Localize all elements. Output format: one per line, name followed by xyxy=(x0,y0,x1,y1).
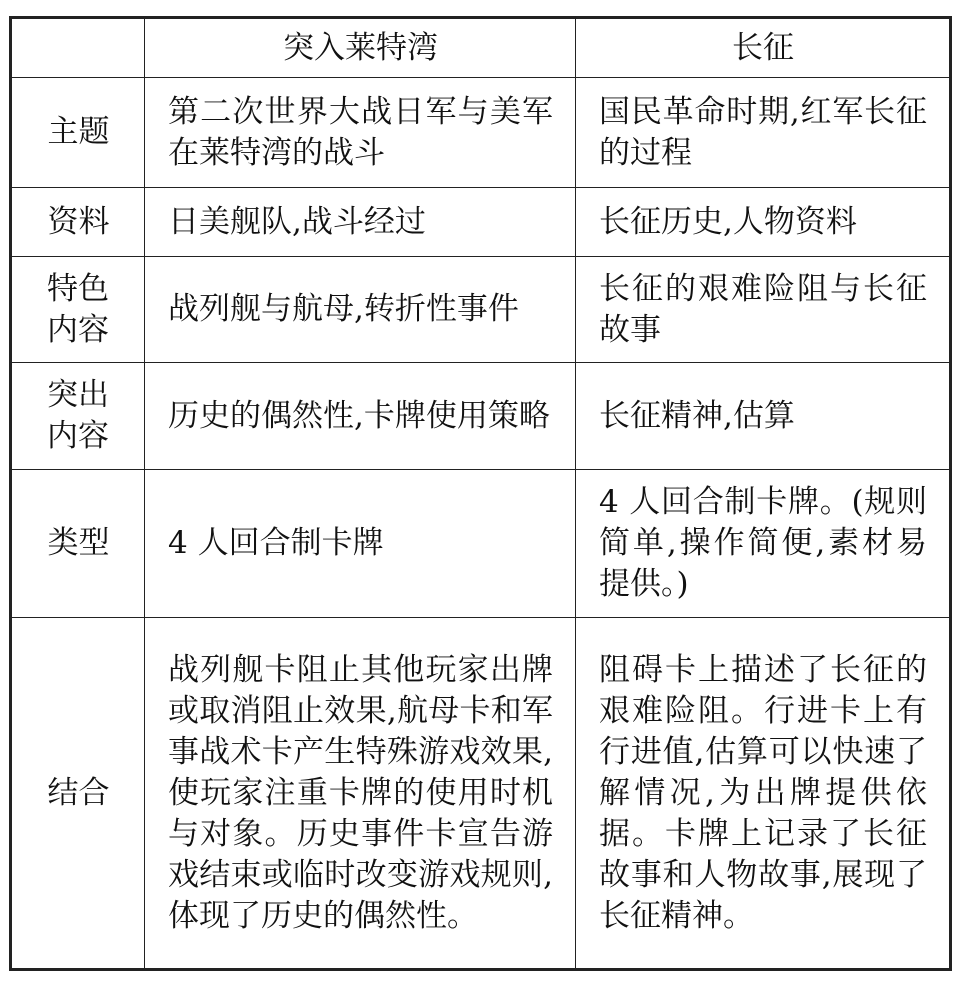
left-cell-text: 4 人回合制卡牌 xyxy=(168,525,384,561)
row-label-cell xyxy=(12,618,145,969)
row-label: 特色内容 xyxy=(47,270,109,348)
right-cell xyxy=(576,78,950,188)
left-cell-text: 战列舰卡阻止其他玩家出牌或取消阻止效果,航母卡和军事战术卡产生特殊游戏效果,使玩家注重卡牌的使用时机与对象。历史事件卡宣告游戏结束或临时改变游戏规则,体现了历史的偶然性。 xyxy=(168,651,553,934)
header-right-label: 长征 xyxy=(732,29,794,66)
left-cell xyxy=(145,363,576,470)
row-label: 结合 xyxy=(47,774,110,811)
header-left-label: 突入莱特湾 xyxy=(283,29,438,66)
row-label-cell xyxy=(12,470,145,618)
comparison-table xyxy=(11,18,950,969)
left-cell-text: 历史的偶然性,卡牌使用策略 xyxy=(168,397,550,434)
left-cell-text: 第二次世界大战日军与美军在莱特湾的战斗 xyxy=(168,93,553,171)
right-cell-text: 4 人回合制卡牌。(规则简单,操作简便,素材易提供。) xyxy=(599,484,927,602)
left-cell xyxy=(145,618,576,969)
right-cell xyxy=(576,363,950,470)
row-label-cell xyxy=(12,78,145,188)
right-cell-text: 国民革命时期,红军长征的过程 xyxy=(599,93,927,171)
row-label-cell xyxy=(12,257,145,363)
left-cell-text: 日美舰队,战斗经过 xyxy=(168,203,426,240)
left-cell xyxy=(145,257,576,363)
row-label-cell xyxy=(12,188,145,257)
header-right-cell xyxy=(576,19,950,78)
left-cell xyxy=(145,470,576,618)
right-cell xyxy=(576,188,950,257)
right-cell-text: 阻碍卡上描述了长征的艰难险阻。行进卡上有行进值,估算可以快速了解情况,为出牌提供依据。卡牌上记录了长征故事和人物故事,展现了长征精神。 xyxy=(599,651,927,934)
row-label-cell xyxy=(12,363,145,470)
row-label: 类型 xyxy=(47,525,110,561)
row-label: 资料 xyxy=(47,203,110,240)
comparison-table-frame xyxy=(9,16,952,971)
table-header-row xyxy=(12,19,950,78)
row-label: 突出内容 xyxy=(47,377,109,454)
left-cell xyxy=(145,188,576,257)
left-cell xyxy=(145,78,576,188)
right-cell-text: 长征历史,人物资料 xyxy=(599,203,857,240)
table-row-features xyxy=(12,257,950,363)
header-left-cell xyxy=(145,19,576,78)
right-cell xyxy=(576,470,950,618)
right-cell xyxy=(576,257,950,363)
right-cell-text: 长征精神,估算 xyxy=(599,397,795,434)
header-corner-cell xyxy=(12,19,145,78)
right-cell-text: 长征的艰难险阻与长征故事 xyxy=(599,270,927,348)
table-row-type xyxy=(12,470,950,618)
right-cell xyxy=(576,618,950,969)
left-cell-text: 战列舰与航母,转折性事件 xyxy=(168,291,519,327)
table-row-materials xyxy=(12,188,950,257)
table-row-combination xyxy=(12,618,950,969)
row-label: 主题 xyxy=(47,114,110,150)
table-row-theme xyxy=(12,78,950,188)
table-row-highlights xyxy=(12,363,950,470)
